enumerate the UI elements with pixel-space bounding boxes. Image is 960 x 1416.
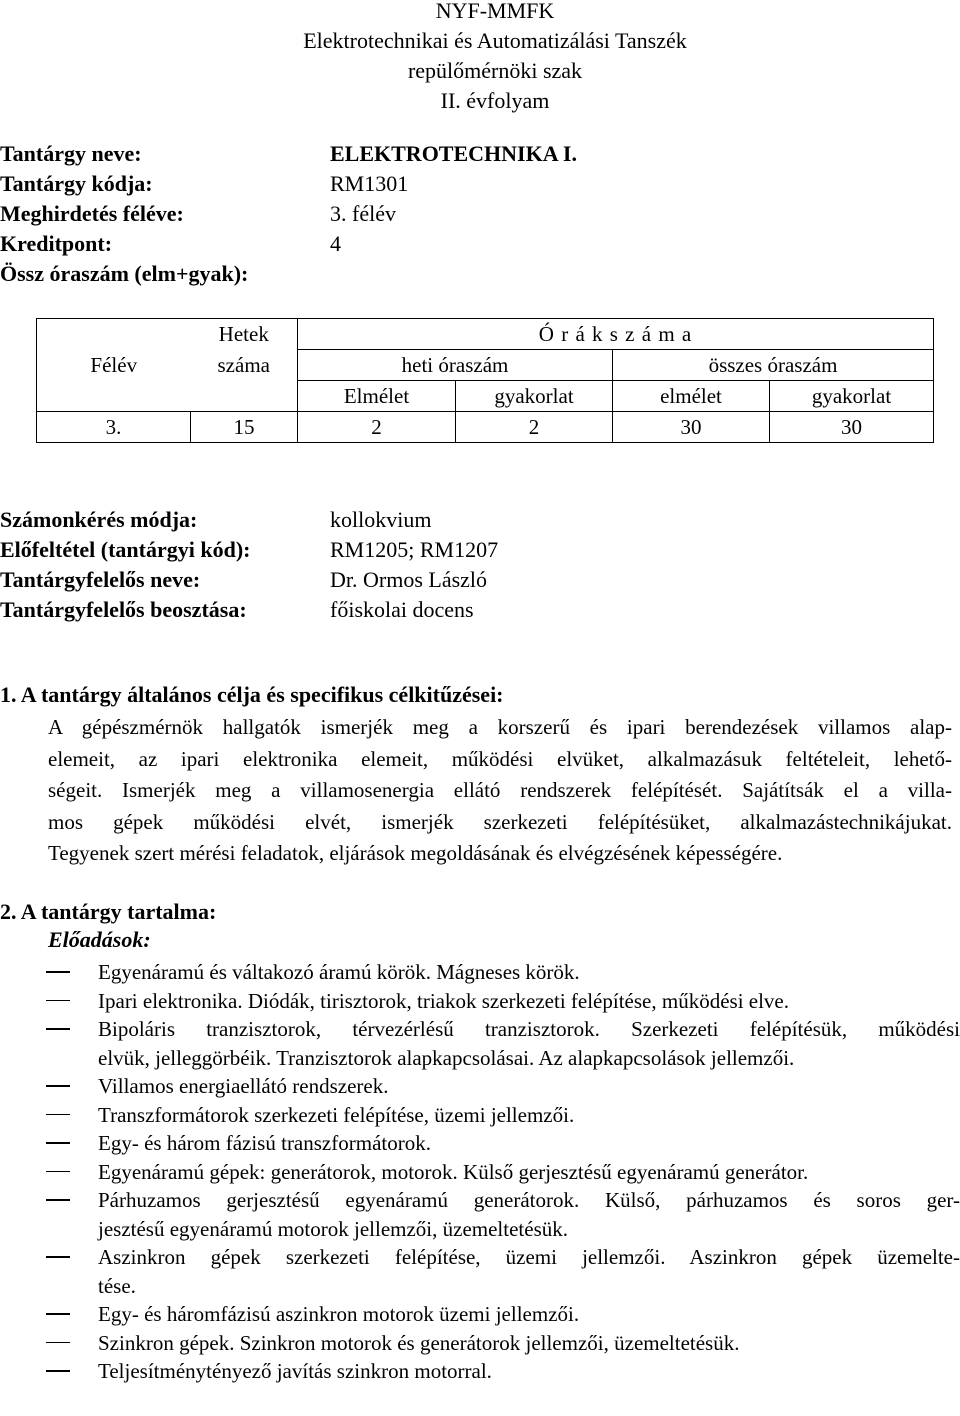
list-item-text: Ipari elektronika. Diódák, tirisztorok, triakok szerkezeti felépítése, működési elve. — [98, 988, 790, 1013]
course-semester-label: Meghirdetés féléve: — [0, 201, 184, 226]
responsible-label: Tantárgyfelelős neve: — [0, 567, 201, 592]
section1-line: Tegyenek szert mérési feladatok, eljárások megoldásának és elvégzésének képességére. — [48, 841, 783, 865]
list-item-text: Transzformátorok szerkezeti felépítése, üzemi jellemzői. — [98, 1102, 575, 1127]
list-item — [40, 1186, 960, 1243]
lecture-list — [40, 958, 960, 1386]
cell-semester: 3. — [37, 412, 191, 443]
dash-bullet-icon — [46, 1028, 70, 1030]
header-line-1: NYF-MMFK — [435, 0, 555, 23]
position-value: főiskolai docens — [330, 597, 474, 622]
list-item — [40, 1015, 960, 1072]
section1-title: 1. A tantárgy általános célja és specifikus célkitűzései: — [0, 682, 504, 707]
header-weeks-2: száma — [191, 350, 298, 381]
header-hours: Ó r á k s z á m a — [298, 319, 934, 350]
list-item-text: jesztésű egyenáramú motorok jellemzői, üzemeltetésük. — [98, 1216, 568, 1241]
responsible-value: Dr. Ormos László — [330, 567, 488, 592]
list-item-text: elvük, jelleggörbéik. Tranzisztorok alapkapcsolásai. Az alapkapcsolások jellemzői. — [98, 1045, 795, 1070]
list-item-text: Egy- és háromfázisú aszinkron motorok üzemi jellemzői. — [98, 1302, 580, 1326]
cell-weeks: 15 — [191, 412, 298, 443]
list-item-text: Teljesítménytényező javítás szinkron motorral. — [98, 1359, 492, 1383]
course-code-value: RM1301 — [330, 171, 409, 196]
list-item-text: Egyenáramú gépek: generátorok, motorok. Külső gerjesztésű egyenáramú generátor. — [98, 1159, 809, 1184]
dash-bullet-icon — [46, 1142, 70, 1144]
list-item-text: Aszinkron gépek szerkezeti felépítése, üzemi jellemzői. Aszinkron gépek üzemelte- — [98, 1245, 960, 1269]
header-theory-total: elmélet — [613, 381, 770, 412]
dash-bullet-icon — [46, 1313, 70, 1315]
section1-line: A gépészmérnök hallgatók ismerjék meg a korszerű és ipari berendezések villamos alap- — [48, 715, 952, 739]
list-item-text: Bipoláris tranzisztorok, térvezérlésű tranzisztorok. Szerkezeti felépítésük, működési — [98, 1017, 960, 1041]
dash-bullet-icon — [46, 1171, 70, 1173]
table-row — [37, 412, 934, 443]
list-item — [40, 987, 960, 1016]
list-item-text: Egy- és három fázisú transzformátorok. — [98, 1131, 431, 1155]
list-item — [40, 1357, 960, 1386]
list-item — [40, 1101, 960, 1130]
header-line-4: II. évfolyam — [440, 88, 550, 113]
list-item-text: Szinkron gépek. Szinkron motorok és generátorok jellemzői, üzemeltetésük. — [98, 1330, 740, 1355]
course-hours-label: Össz óraszám (elm+gyak): — [0, 261, 249, 286]
course-credit-value: 4 — [330, 231, 341, 256]
section1-paragraph — [48, 712, 952, 870]
list-item — [40, 1158, 960, 1187]
list-item-text: Párhuzamos gerjesztésű egyenáramú generátorok. Külső, párhuzamos és soros ger- — [98, 1188, 960, 1212]
dash-bullet-icon — [46, 971, 70, 973]
prereq-value: RM1205; RM1207 — [330, 537, 499, 562]
cell-practice-total: 30 — [770, 412, 934, 443]
position-label: Tantárgyfelelős beosztása: — [0, 597, 247, 622]
header-theory-weekly: Elmélet — [298, 381, 456, 412]
section2-title: 2. A tantárgy tartalma: — [0, 899, 217, 924]
list-item-text: Egyenáramú és váltakozó áramú körök. Mágneses körök. — [98, 960, 580, 984]
list-item — [40, 1129, 960, 1158]
dash-bullet-icon — [46, 1114, 70, 1116]
header-weeks-1: Hetek — [191, 319, 298, 350]
list-item — [40, 958, 960, 987]
course-semester-value: 3. félév — [330, 201, 396, 226]
header-line-3: repülőmérnöki szak — [407, 58, 583, 83]
header-line-2: Elektrotechnikai és Automatizálási Tanszék — [303, 28, 687, 53]
cell-theory-weekly: 2 — [298, 412, 456, 443]
dash-bullet-icon — [46, 1199, 70, 1201]
header-total-hours: összes óraszám — [613, 350, 934, 381]
header-weekly-hours: heti óraszám — [298, 350, 613, 381]
list-item — [40, 1329, 960, 1358]
section2-subtitle: Előadások: — [48, 927, 151, 952]
section1-line: ségeit. Ismerjék meg a villamosenergia ellátó rendszerek felépítését. Sajátítsák el a villa- — [48, 778, 952, 802]
course-code-label: Tantárgy kódja: — [0, 171, 153, 196]
list-item — [40, 1243, 960, 1300]
exam-method-value: kollokvium — [330, 507, 432, 532]
dash-bullet-icon — [46, 1256, 70, 1258]
cell-theory-total: 30 — [613, 412, 770, 443]
dash-bullet-icon — [46, 1000, 70, 1002]
dash-bullet-icon — [46, 1085, 70, 1087]
list-item-text: tése. — [98, 1273, 136, 1298]
cell-practice-weekly: 2 — [456, 412, 613, 443]
header-practice-total: gyakorlat — [770, 381, 934, 412]
dash-bullet-icon — [46, 1342, 70, 1344]
section1-line: elemeit, az ipari elektronika elemeit, működési elvüket, alkalmazásuk feltételeit, lehető- — [48, 746, 952, 771]
header-semester: Félév — [37, 319, 191, 412]
course-name-label: Tantárgy neve: — [0, 141, 142, 166]
dash-bullet-icon — [46, 1370, 70, 1372]
list-item — [40, 1072, 960, 1101]
exam-method-label: Számonkérés módja: — [0, 507, 198, 532]
course-name-value: ELEKTROTECHNIKA I. — [330, 141, 577, 166]
course-credit-label: Kreditpont: — [0, 231, 113, 256]
section1-line: mos gépek működési elvét, ismerjék szerkezeti felépítésüket, alkalmazástechnikájukat. — [48, 809, 952, 834]
list-item-text: Villamos energiaellátó rendszerek. — [98, 1074, 389, 1098]
header-practice-weekly: gyakorlat — [456, 381, 613, 412]
hours-table — [36, 318, 934, 443]
prereq-label: Előfeltétel (tantárgyi kód): — [0, 537, 251, 562]
list-item — [40, 1300, 960, 1329]
header-weeks-blank — [191, 381, 298, 412]
